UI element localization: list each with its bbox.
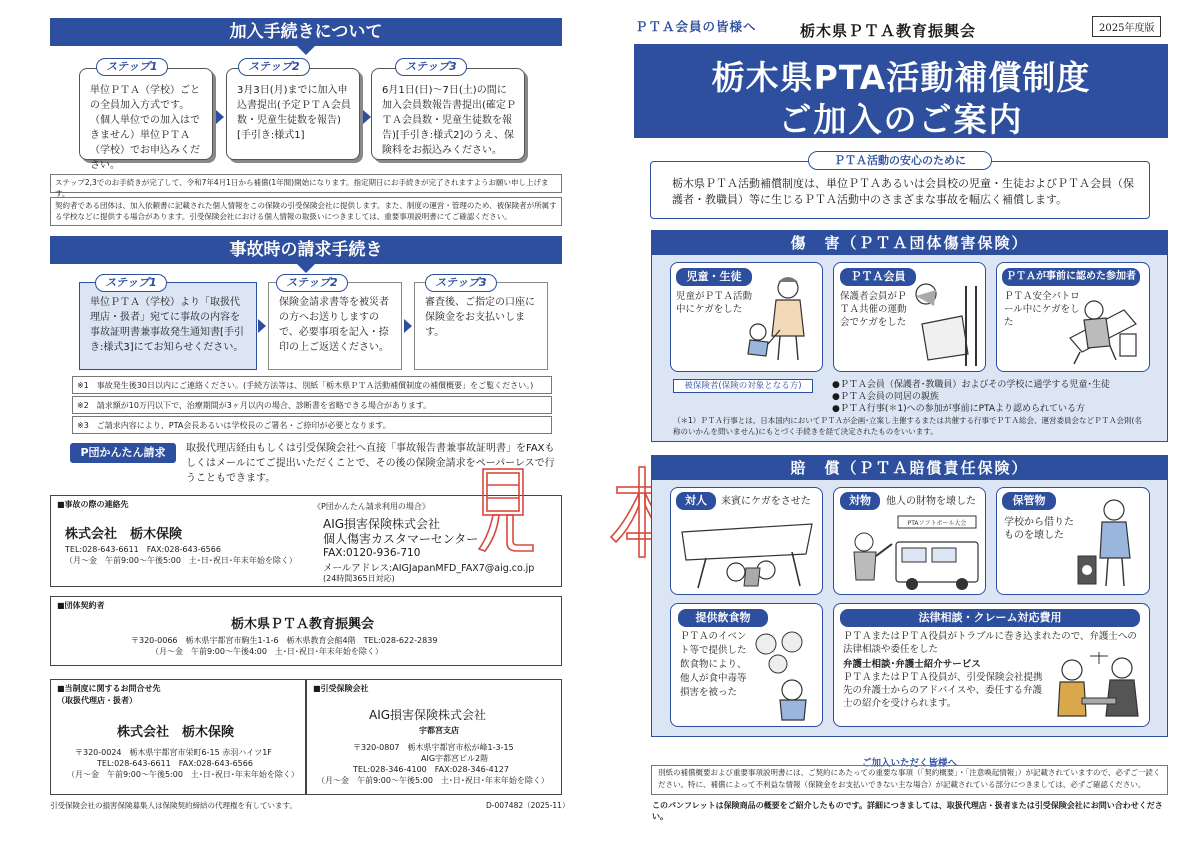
main-title-line2: ご加入のご案内 bbox=[778, 100, 1024, 139]
aig-mail-hours: (24時間365日対応) bbox=[323, 574, 395, 583]
liability-card-custody-tag: 保管物 bbox=[1002, 492, 1056, 510]
group-label: ■団体契約者 bbox=[57, 601, 105, 610]
join-step-2 bbox=[226, 68, 360, 160]
insurer-tel: TEL:028-346-4100 FAX:028-346-4127 bbox=[353, 765, 509, 774]
step-arrow-icon bbox=[216, 110, 224, 124]
join-step-2-tag: ステップ2 bbox=[238, 58, 310, 76]
join-step-1-tag: ステップ1 bbox=[96, 58, 168, 76]
join-note-start: ステップ2,3でのお手続きが完了して、令和7年4月1日から補償(1年間)開始になります。指定期日にお手続きが完了されますようお願い申し上げます。 bbox=[50, 174, 562, 193]
lawyer-consultation-illustration bbox=[1052, 650, 1146, 724]
child-injury-illustration bbox=[740, 270, 818, 366]
claim-step-3 bbox=[414, 282, 548, 370]
insured-label: 被保険者(保険の対象となる方) bbox=[673, 379, 813, 393]
group-hours: （月～金 午前9:00～午後4:00 土･日･祝日･年末年始を除く） bbox=[151, 647, 383, 656]
join-notice-title: ご加入いただく皆様へ bbox=[862, 758, 958, 769]
injury-card-member-text: 保護者会員がＰＴＡ共催の運動会でケガをした bbox=[840, 291, 907, 328]
insurer-addr2: AIG宇都宮ビル2階 bbox=[421, 754, 489, 763]
join-step-3-tag: ステップ3 bbox=[395, 58, 467, 76]
claim-note-1: ※1 事故発生後30日以内にご連絡ください。(手続方法等は、別紙「栃木県ＰＴＡ活動補償制度の補償概要」をご覧ください。) bbox=[72, 376, 552, 394]
lawyer-service-title: 弁護士相談･弁護士紹介サービス bbox=[843, 659, 981, 670]
sample-stamp bbox=[475, 463, 675, 563]
injury-card-student-tag: 児童・生徒 bbox=[676, 268, 752, 286]
claim-step-2-tag: ステップ2 bbox=[276, 274, 348, 292]
liability-title: 賠 償（ＰＴＡ賠償責任保険） bbox=[652, 456, 1167, 480]
claim-step-1-text: 単位ＰＴＡ（学校）より「取扱代理店・扱者」宛てに事故の内容を事故証明書兼事故発生通知書[手引き:様式3]にてお知らせください。 bbox=[90, 297, 244, 353]
aig-name: AIG損害保険株式会社 bbox=[323, 517, 441, 531]
inquiry-addr: 〒320-0024 栃木県宇都宮市栄町6-15 赤羽ハイツ1F bbox=[75, 748, 272, 757]
easy-claim-label: 《P団かんたん請求利用の場合》 bbox=[313, 502, 430, 511]
insurer-branch: 宇都宮支店 bbox=[419, 726, 459, 735]
liability-card-custody-text: 学校から借りたものを壊した bbox=[1004, 517, 1074, 541]
liability-card-legal-tag: 法律相談・クレーム対応費用 bbox=[840, 609, 1140, 627]
safety-tag: ＰＴＡ活動の安心のために bbox=[808, 151, 992, 170]
inquiry-box bbox=[50, 679, 306, 795]
claim-step-2-text: 保険金請求書等を被災者の方へお送りしますので、必要事項を記入・捺印の上ご返送ください。 bbox=[279, 297, 389, 353]
inquiry-name: 株式会社 栃木保険 bbox=[117, 725, 235, 740]
main-title-line1: 栃木県PTA活動補償制度 bbox=[711, 58, 1091, 97]
injury-card-student-text: 児童がＰＴＡ活動中にケガをした bbox=[676, 291, 753, 315]
pamphlet-note: このパンフレットは保険商品の概要をご紹介したものです。詳細につきましては、取扱代理店・扱者または引受保険会社にお問い合わせください。 bbox=[652, 801, 1163, 821]
liability-card-property-tag: 対物 bbox=[840, 492, 880, 510]
liability-legal-text2: ＰＴＡまたはＰＴＡ役員が、引受保険会社提携先の弁護士からのアドバイスや、委任する弁護士の紹介を受けられます。 bbox=[843, 672, 1043, 709]
footer-note: 引受保険会社の損害保険募集人は保険契約締結の代理権を有しています。 bbox=[50, 801, 297, 810]
guest-injury-illustration bbox=[676, 514, 818, 592]
aig-mail: メールアドレス:AIGJapanMFD_FAX7@aig.co.jp bbox=[323, 563, 535, 574]
group-addr: 〒320-0066 栃木県宇都宮市駒生1-1-6 栃木県教育会館4階 TEL:028-622-2839 bbox=[131, 636, 438, 645]
claim-step-1 bbox=[79, 282, 257, 370]
contact-company: 株式会社 栃木保険 bbox=[65, 527, 183, 542]
step-arrow-icon bbox=[404, 319, 412, 333]
group-contractor-box bbox=[50, 596, 562, 666]
liability-card-person-tag: 対人 bbox=[676, 492, 716, 510]
join-notice-text: 別紙の補償概要および重要事項説明書には、ご契約にあたっての重要な事項（「契約概要」・「注意喚起情報」）が記載されていますので、必ずご一読ください。特に、補償によって不利益な情報（保険金をお支払いできない主な場合）が記載されている部分につきましては、必ずご確認ください。 bbox=[658, 768, 1161, 789]
title-pointer bbox=[297, 264, 315, 273]
main-title-banner bbox=[634, 44, 1168, 138]
food-poisoning-illustration bbox=[752, 630, 820, 722]
join-step-2-text: 3月3日(月)までに加入申込書提出(予定ＰＴＡ会員数・児童生徒数を報告)[手引き:様式1] bbox=[237, 85, 351, 141]
borrowed-item-illustration bbox=[1076, 496, 1146, 592]
claim-step-1-tag: ステップ1 bbox=[95, 274, 167, 292]
claim-step-2 bbox=[268, 282, 402, 370]
intro-text: 栃木県ＰＴＡ活動補償制度は、単位ＰＴＡあるいは会員校の児童・生徒およびＰＴＡ会員（保護者・教職員）等に生じるＰＴＡ活動中のさまざまな事故を幅広く補償します。 bbox=[672, 177, 1134, 206]
step-arrow-icon bbox=[363, 110, 371, 124]
injury-footnote: （＊1）ＰＴＡ行事とは、日本国内においてＰＴＡが企画･立案し主催するまたは共催する行事でＰＴＡ総会、運営委員会などＰＴＡ会則(名称のいかんを問いません)にもとづく手続きを経て決定されたものをいいます。 bbox=[673, 416, 1142, 436]
parent-injury-illustration bbox=[906, 276, 982, 368]
patrol-injury-illustration bbox=[1066, 290, 1146, 368]
easy-claim-tag: P団かんたん請求 bbox=[70, 443, 176, 463]
insurer-name: AIG損害保険株式会社 bbox=[369, 708, 487, 722]
aig-fax: FAX:0120-936-710 bbox=[323, 547, 421, 559]
claim-step-3-tag: ステップ3 bbox=[425, 274, 497, 292]
insurer-addr1: 〒320-0807 栃木県宇都宮市松が峰1-3-15 bbox=[353, 743, 514, 752]
liability-legal-text1: ＰＴＡまたはＰＴＡ役員がトラブルに巻き込まれたので、弁護士への法律相談や委任をした bbox=[843, 631, 1137, 655]
injury-card-member-tag: ＰＴＡ会員 bbox=[840, 268, 916, 286]
join-note-privacy: 契約者である団体は、加入依頼書に記載された個人情報をこの保険の引受保険会社に提供します。また、制度の運営・管理のため、被保険者が所属する学校などに提供する場合があります。引受保険会社における個人情報の取扱いにつきましては、重要事項説明書にてご確認ください。 bbox=[50, 197, 562, 226]
insurer-box bbox=[306, 679, 562, 795]
join-procedure-title: 加入手続きについて bbox=[50, 18, 562, 46]
softball-banner-text: PTAソフトボール大会 bbox=[907, 520, 967, 527]
contact-label: ■事故の際の連絡先 bbox=[57, 500, 129, 509]
easy-claim-text: 取扱代理店経由もしくは引受保険会社へ直接「事故報告書兼事故証明書」をFAXもしくはメールにてご提出いただくことで、その後の保険金請求をペーパーレスで行うこともできます。 bbox=[186, 443, 555, 484]
liability-card-food-text: ＰＴＡのイベント等で提供した飲食物により、他人が食中毒等損害を被った bbox=[680, 631, 747, 698]
year-badge: 2025年度版 bbox=[1092, 16, 1161, 37]
claim-step-3-text: 審査後、ご指定の口座に保険金をお支払いします。 bbox=[425, 297, 535, 338]
join-step-3 bbox=[371, 68, 525, 160]
inquiry-label-sub: （取扱代理店・扱者） bbox=[57, 696, 137, 705]
contact-tel: TEL:028-643-6611 FAX:028-643-6566 bbox=[65, 545, 221, 554]
inquiry-hours: （月～金 午前9:00～午後5:00 土･日･祝日･年末年始を除く） bbox=[67, 770, 299, 779]
liability-card-food-tag: 提供飲食物 bbox=[678, 609, 768, 627]
document-code: D-007482（2025-11） bbox=[486, 801, 570, 810]
group-name: 栃木県ＰＴＡ教育振興会 bbox=[231, 617, 375, 632]
insurer-hours: （月～金 午前9:00～午後5:00 土･日･祝日･年末年始を除く） bbox=[317, 776, 549, 785]
claim-note-2: ※2 請求額が10万円以下で、治療期間が3ヶ月以内の場合、診断書を省略できる場合があります。 bbox=[72, 396, 552, 414]
injury-title: 傷 害（ＰＴＡ団体傷害保険） bbox=[652, 231, 1167, 255]
claim-procedure-title: 事故時の請求手続き bbox=[50, 236, 562, 264]
title-pointer bbox=[297, 46, 315, 55]
organization-name: 栃木県ＰＴＡ教育振興会 bbox=[800, 22, 977, 40]
insured-item-3: ●ＰＴＡ行事(＊1)への参加が事前にPTAより認められている方 bbox=[832, 404, 1085, 414]
injury-card-participant-text: ＰＴＡ安全パトロール中にケガをした bbox=[1004, 291, 1080, 328]
liability-card-person-text: 来賓にケガをさせた bbox=[721, 496, 811, 507]
inquiry-label: ■当制度に関するお問合せ先 bbox=[57, 684, 161, 693]
property-damage-illustration bbox=[840, 512, 982, 592]
injury-card-participant-tag: ＰＴＡが事前に認めた参加者 bbox=[1002, 268, 1140, 286]
step-arrow-icon bbox=[258, 319, 266, 333]
insurer-label: ■引受保険会社 bbox=[313, 684, 369, 693]
liability-card-property-text: 他人の財物を壊した bbox=[886, 496, 976, 507]
insured-item-1: ●ＰＴＡ会員（保護者･教職員）およびその学校に通学する児童･生徒 bbox=[832, 380, 1110, 390]
to-members: ＰＴＡ会員の皆様へ bbox=[635, 19, 757, 34]
claim-note-3: ※3 ご請求内容により、PTA会長あるいは学校長のご署名・ご捺印が必要となります。 bbox=[72, 416, 552, 434]
join-step-1-text: 単位ＰＴＡ（学校）ごとの全員加入方式です。（個人単位での加入はできません）単位ＰＴＡ（学校）でお申込みください。 bbox=[90, 85, 200, 171]
join-step-3-text: 6月1日(日)～7日(土)の間に加入会員数報告書提出(確定ＰＴＡ会員数・児童生徒数を報告)[手引き:様式2]のうえ、保険料をお振込みください。 bbox=[382, 85, 516, 156]
inquiry-tel: TEL:028-643-6611 FAX:028-643-6566 bbox=[97, 759, 253, 768]
insured-item-2: ●ＰＴＡ会員の同居の親族 bbox=[832, 392, 939, 402]
contact-hours: （月～金 午前9:00～午後5:00 土･日･祝日･年末年始を除く） bbox=[65, 556, 297, 565]
join-step-1 bbox=[79, 68, 213, 171]
aig-center: 個人傷害カスタマーセンター bbox=[323, 532, 479, 546]
